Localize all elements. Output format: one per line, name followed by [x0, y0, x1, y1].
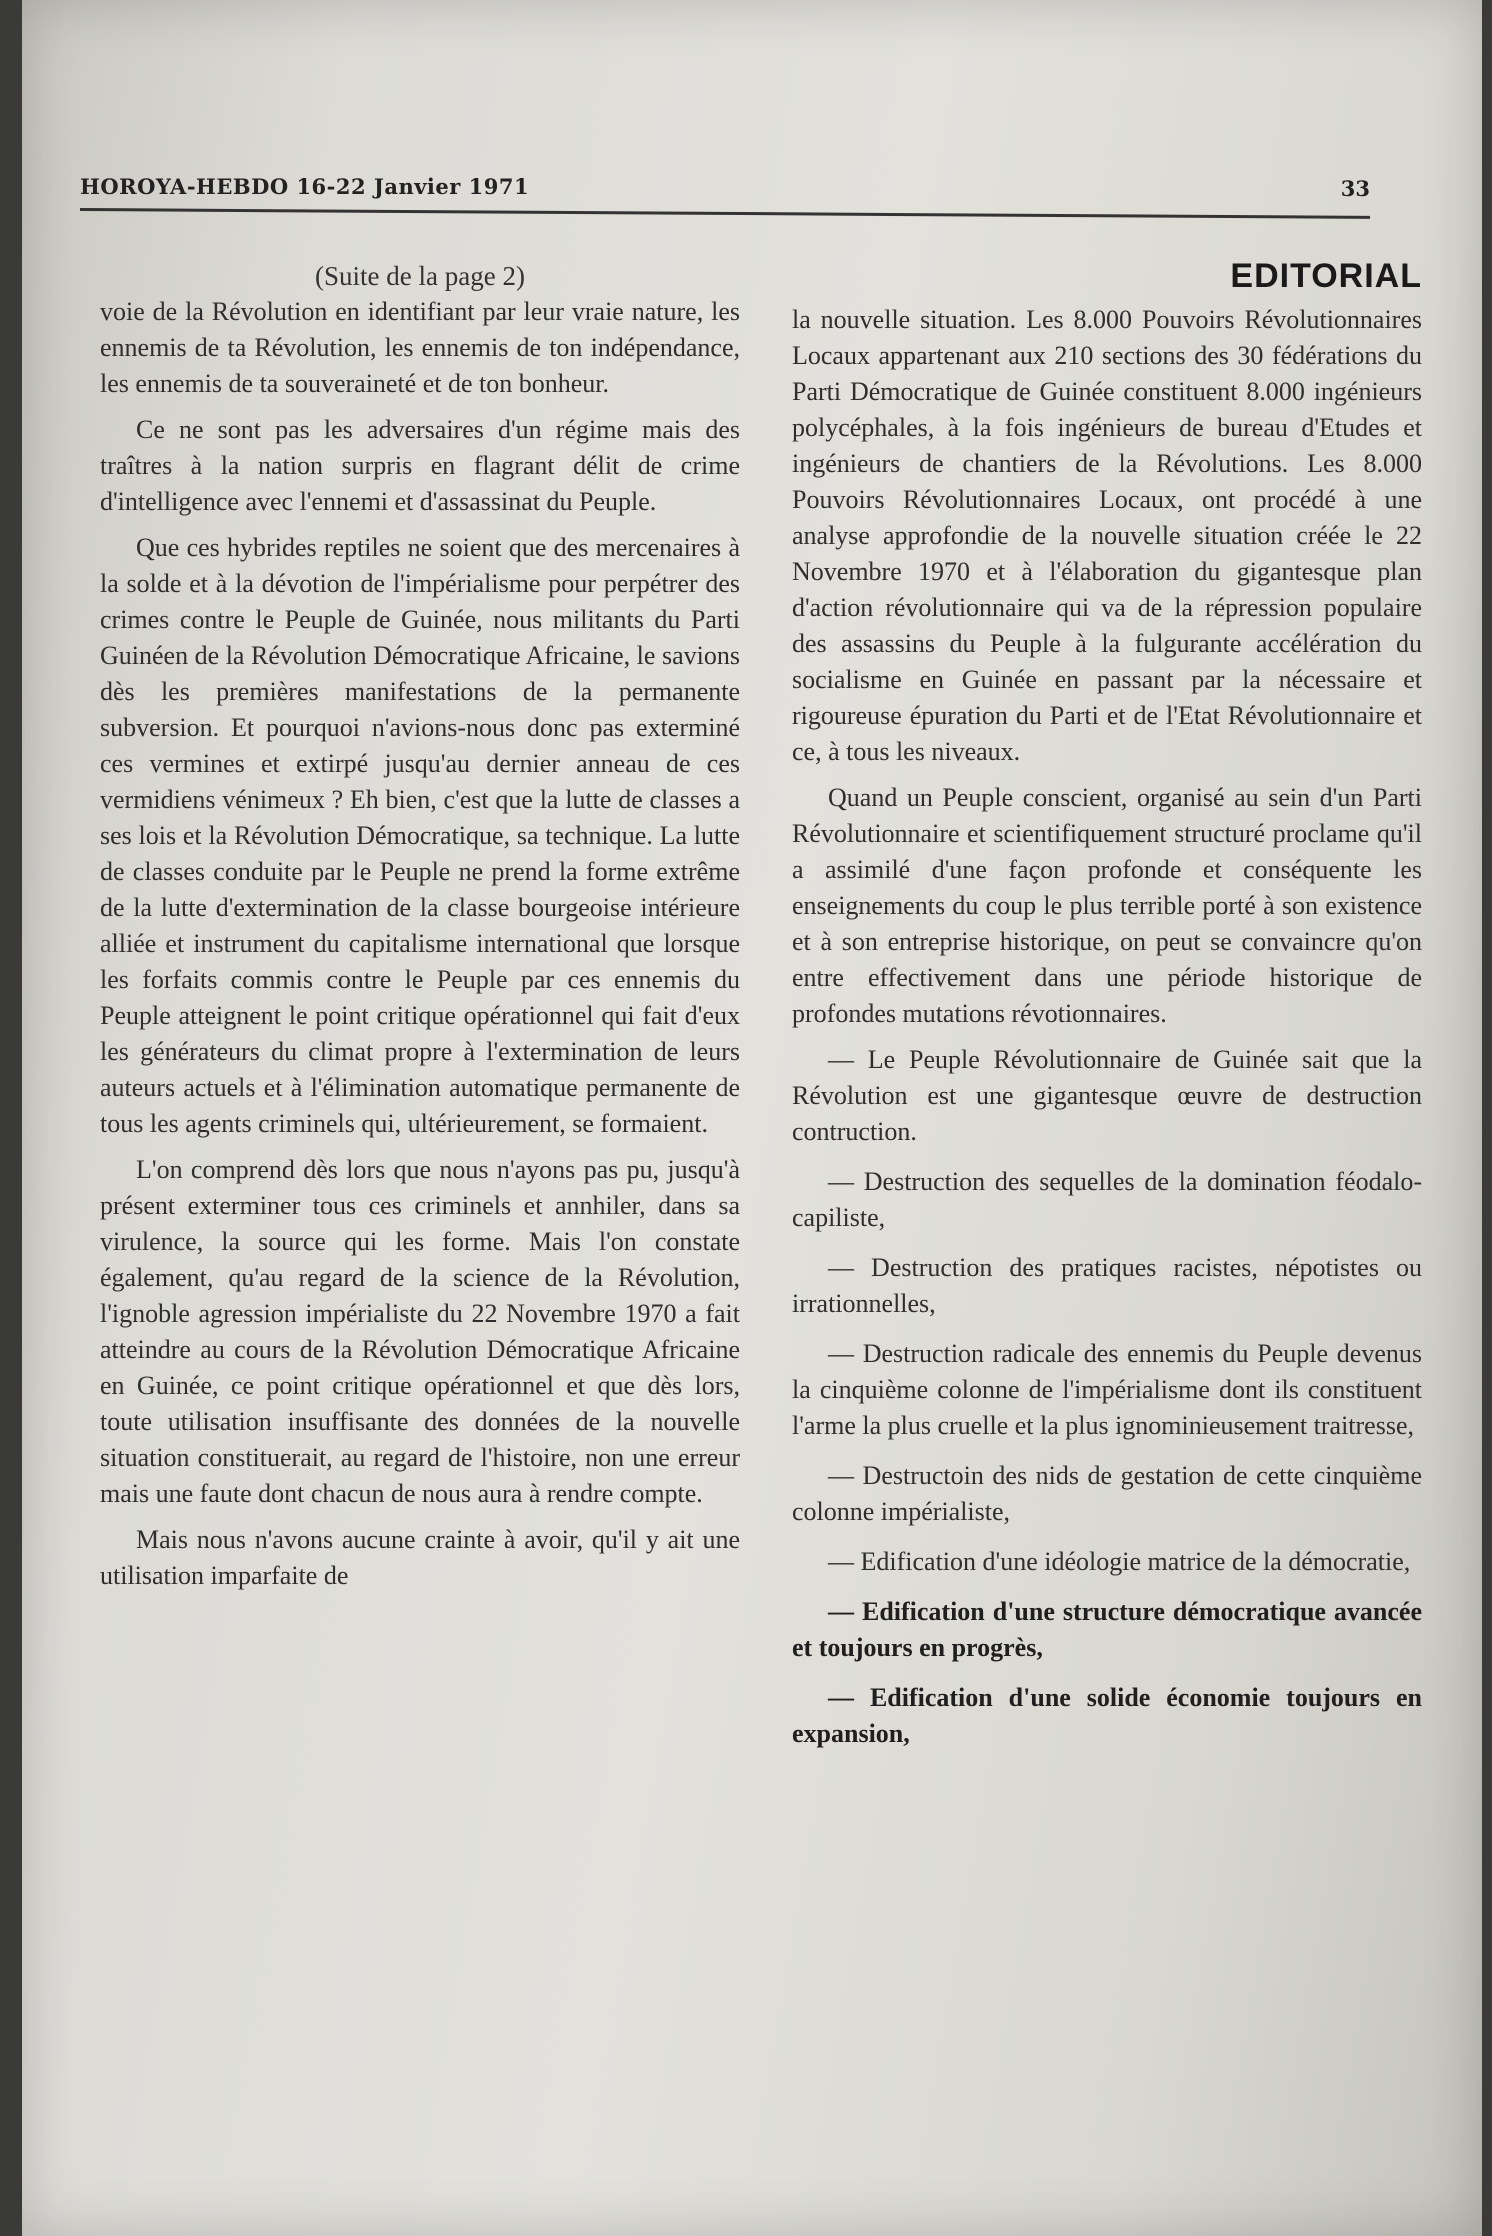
paragraph: Mais nous n'avons aucune crainte à avoir, qu'il y ait une utilisation imparfaite de [100, 1525, 740, 1590]
header-rule [80, 208, 1370, 219]
newspaper-title: HOROYA-HEBDO 16-22 Janvier 1971 [80, 174, 530, 199]
list-item: — Destruction des pratiques racistes, népotistes ou irrationnelles, [792, 1253, 1422, 1318]
paragraph: la nouvelle situation. Les 8.000 Pouvoirs Révolutionnaires Locaux appartenant aux 210 sections des 30 fédérations du Parti Démocratique de Guinée constituent 8.000 ingénieurs polycéphales, à la fois ingénieurs de bureau d'Etudes et ingénieurs de chantiers de la Révolutions. Les 8.000 Pouvoirs Révolutionnaires Locaux, ont procédé à une analyse approfondie de la nouvelle situation créée le 22 Novembre 1970 et à l'élaboration du gigantesque plan d'action révolutionnaire qui va de la répression populaire des assassins du Peuple à la fulgurante accélération du socialisme en Guinée en passant par la nécessaire et rigoureuse épuration du Parti et de l'Etat Révolutionnaire et ce, à tous les niveaux. [792, 305, 1422, 766]
right-column [792, 258, 1422, 1766]
list-item: — Edification d'une solide économie toujours en expansion, [792, 1683, 1422, 1748]
editorial-heading: EDITORIAL [1230, 257, 1422, 295]
newspaper-page [22, 0, 1482, 2236]
left-column [100, 258, 740, 1604]
list-item: — Edification d'une structure démocratique avancée et toujours en progrès, [792, 1597, 1422, 1662]
list-item: — Destruction des sequelles de la domination féodalo-capiliste, [792, 1167, 1422, 1232]
page-header [80, 168, 1370, 218]
continued-note: (Suite de la page 2) [315, 261, 525, 291]
page-number: 33 [1340, 176, 1370, 201]
paragraph: Que ces hybrides reptiles ne soient que des mercenaires à la solde et à la dévotion de l'impérialisme pour perpétrer des crimes contre le Peuple de Guinée, nous militants du Parti Guinéen de la Révolution Démocratique Africaine, le savions dès les premières manifestations de la permanente subversion. Et pourquoi n'avions-nous donc pas exterminé ces vermines et extirpé jusqu'au dernier anneau de ces vermidiens vénimeux ? Eh bien, c'est que la lutte de classes a ses lois et la Révolution Démocratique, sa technique. La lutte de classes conduite par le Peuple ne prend la forme extrême de la lutte d'extermination de la classe bourgeoise intérieure alliée et instrument du capitalisme international que lorsque les forfaits commis contre le Peuple par ces ennemis du Peuple atteignent le point critique opérationnel qui fait d'eux les générateurs du climat propre à l'extermination de leurs auteurs actuels et à l'élimination automatique permanente de tous les agents criminels qui, ultérieurement, se formaient. [100, 533, 740, 1138]
paragraph: Quand un Peuple conscient, organisé au sein d'un Parti Révolutionnaire et scientifiquement structuré proclame qu'il a assimilé d'une façon profonde et conséquente les enseignements du coup le plus terrible porté à son existence et à son entreprise historique, on peut se convaincre qu'on entre effectivement dans une période historique de profondes mutations révotionnaires. [792, 783, 1422, 1028]
list-item: — Destruction radicale des ennemis du Peuple devenus la cinquième colonne de l'impérialisme dont ils constituent l'arme la plus cruelle et la plus ignominieusement traitresse, [792, 1339, 1422, 1440]
paragraph: L'on comprend dès lors que nous n'ayons pas pu, jusqu'à présent exterminer tous ces criminels et annhiler, dans sa virulence, la source qui les forme. Mais l'on constate également, qu'au regard de la science de la Révolution, l'ignoble agression impérialiste du 22 Novembre 1970 a fait atteindre au cours de la Révolution Démocratique Africaine en Guinée, ce point critique opérationnel et que dès lors, toute utilisation insuffisante des données de la nouvelle situation constituerait, au regard de l'histoire, non une erreur mais une faute dont chacun de nous aura à rendre compte. [100, 1155, 740, 1508]
list-item: — Le Peuple Révolutionnaire de Guinée sait que la Révolution est une gigantesque œuvre de destruction contruction. [792, 1045, 1422, 1146]
paragraph: Ce ne sont pas les adversaires d'un régime mais des traîtres à la nation surpris en flagrant délit de crime d'intelligence avec l'ennemi et d'assassinat du Peuple. [100, 415, 740, 516]
list-item: — Destructoin des nids de gestation de cette cinquième colonne impérialiste, [792, 1461, 1422, 1526]
list-item: — Edification d'une idéologie matrice de la démocratie, [828, 1547, 1411, 1576]
paragraph: voie de la Révolution en identifiant par leur vraie nature, les ennemis de ta Révolution, les ennemis de ton indépendance, les ennemis de ta souveraineté et de ton bonheur. [100, 297, 740, 398]
